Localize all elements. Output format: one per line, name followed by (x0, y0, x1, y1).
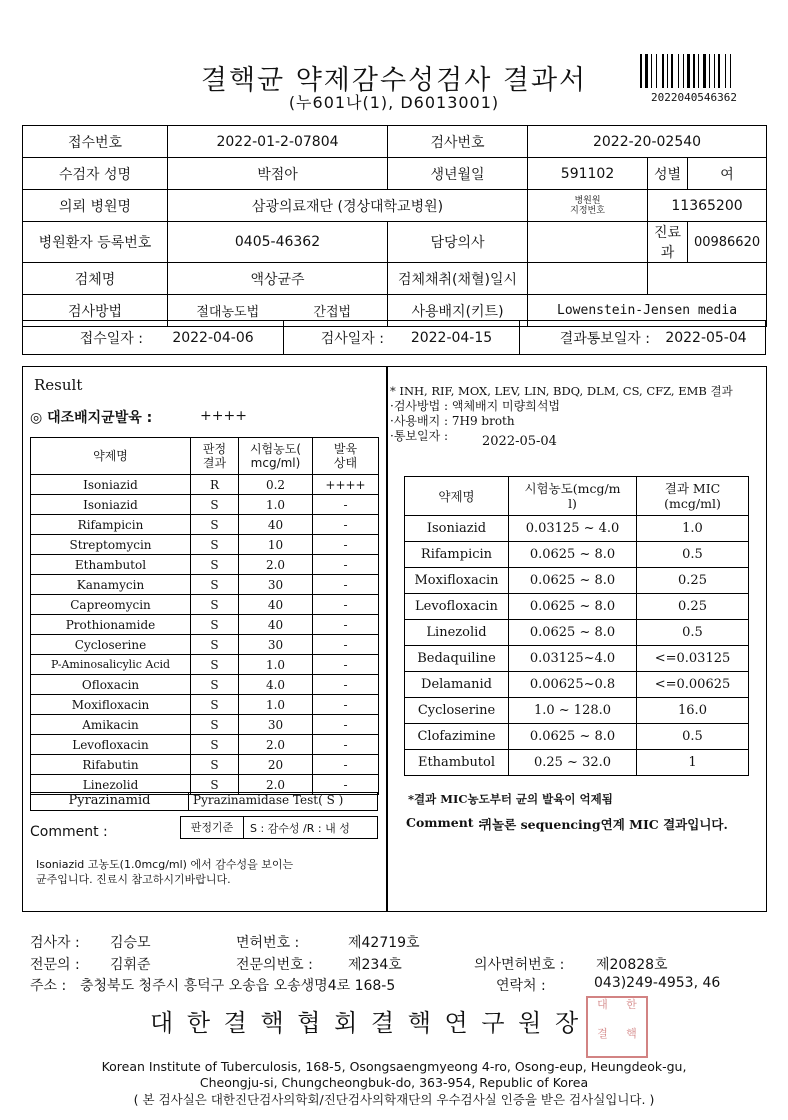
table-cell: - (313, 695, 379, 715)
barcode-bar (683, 54, 684, 88)
table-cell: 0.5 (637, 620, 749, 646)
table-cell: 1.0 (637, 516, 749, 542)
barcode (640, 54, 748, 88)
table-cell: 0.03125 ~ 4.0 (509, 516, 637, 542)
criteria-box (180, 816, 378, 839)
right-comment-label: Comment : (406, 815, 483, 830)
license: 제42719호 (348, 935, 420, 951)
table-cell: <=0.00625 (637, 672, 749, 698)
column-header: 약제명 (31, 438, 191, 475)
hospital-code-label: 병원원 지정번호 (528, 190, 648, 222)
specialist-no: 제234호 (348, 957, 402, 973)
barcode-bar (658, 54, 661, 88)
address-label: 주소 : (30, 978, 67, 994)
barcode-bar (721, 54, 724, 88)
table-cell: - (313, 675, 379, 695)
table-cell: - (313, 595, 379, 615)
table-cell: 30 (239, 635, 313, 655)
patient-reg-label: 병원환자 등록번호 (23, 222, 168, 263)
table-cell: Moxifloxacin (405, 568, 509, 594)
left-comment-label: Comment : (30, 824, 108, 840)
table-cell: 1 (637, 750, 749, 776)
column-header: 약제명 (405, 477, 509, 516)
barcode-bar (680, 54, 682, 88)
table-cell: 0.0625 ~ 8.0 (509, 568, 637, 594)
pza-name: Pyrazinamid (30, 792, 188, 811)
doctor (528, 222, 648, 263)
table-cell: Rifampicin (31, 515, 191, 535)
barcode-number: 2022040546362 (650, 91, 738, 104)
results-divider (386, 366, 388, 912)
patient-reg: 0405-46362 (168, 222, 388, 263)
table-cell: - (313, 575, 379, 595)
table-cell: S (191, 535, 239, 555)
barcode-bar (696, 54, 697, 88)
contact: 043)249-4953, 46 (594, 975, 721, 991)
column-header: 판정 결과 (191, 438, 239, 475)
table-row (31, 695, 379, 715)
table-cell: - (313, 755, 379, 775)
organization-name: 대 한 결 핵 협 회 결 핵 연 구 원 장 (150, 1009, 582, 1037)
table-row (405, 516, 749, 542)
result-label: Result (34, 376, 83, 394)
drug-list-note: * INH, RIF, MOX, LEV, LIN, BDQ, DLM, CS, CFZ, EMB 결과 (390, 384, 733, 398)
document-title: 결핵균 약제감수성검사 결과서 (200, 65, 588, 96)
table-cell: 0.5 (637, 542, 749, 568)
table-cell: Ethambutol (31, 555, 191, 575)
seal-character: 대 (597, 998, 608, 1011)
table-cell: Prothionamide (31, 615, 191, 635)
table-cell: Bedaquiline (405, 646, 509, 672)
table-row (405, 568, 749, 594)
table-cell: Capreomycin (31, 595, 191, 615)
table-cell: - (313, 535, 379, 555)
table-cell: Isoniazid (405, 516, 509, 542)
doctor-license-label: 의사면허번호 : (474, 957, 565, 973)
table-cell: S (191, 675, 239, 695)
table-cell: 0.25 (637, 568, 749, 594)
column-header: 시험농도( mcg/ml) (239, 438, 313, 475)
report-date-note: 2022-05-04 (482, 434, 557, 449)
control-growth-label: ◎ 대조배지균발육 : (30, 410, 153, 426)
table-row (31, 595, 379, 615)
column-header: 발육 상태 (313, 438, 379, 475)
table-row (405, 542, 749, 568)
method-indirect: 간접법 (313, 305, 352, 320)
specialist-no-label: 전문의번호 : (236, 957, 313, 973)
table-cell: 0.03125~4.0 (509, 646, 637, 672)
column-header: 결과 MIC (mcg/ml) (637, 477, 749, 516)
table-cell: Linezolid (405, 620, 509, 646)
receipt-no-label: 접수번호 (23, 126, 168, 158)
barcode-bar (691, 54, 692, 88)
collect-date-extra (648, 263, 767, 295)
tester-label: 검사자 : (30, 935, 80, 951)
table-cell: ++++ (313, 475, 379, 495)
table-cell: S (191, 715, 239, 735)
barcode-bar (645, 54, 648, 88)
barcode-bar (725, 54, 726, 88)
sex: 여 (688, 158, 767, 190)
method-note: ·검사방법 : 액체배지 미량희석법 (390, 399, 560, 413)
table-row (405, 698, 749, 724)
table-row (405, 750, 749, 776)
doctor-label: 담당의사 (388, 222, 528, 263)
table-cell: Cycloserine (31, 635, 191, 655)
barcode-bar (693, 54, 695, 88)
table-cell: 0.2 (239, 475, 313, 495)
table-cell: 1.0 (239, 655, 313, 675)
barcode-bar (656, 54, 657, 88)
table-row (405, 646, 749, 672)
barcode-bar (685, 54, 686, 88)
table-cell: Isoniazid (31, 475, 191, 495)
table-cell: - (313, 615, 379, 635)
english-address-line-2: Cheongju-si, Chungcheongbuk-do, 363-954, Republic of Korea (199, 1075, 589, 1090)
license-label: 면허번호 : (236, 935, 300, 951)
dept: 00986620 (688, 222, 767, 263)
right-comment-text: 퀴놀론 sequencing연계 MIC 결과입니다. (480, 817, 728, 832)
method-label: 검사방법 (23, 295, 168, 327)
table-row (31, 515, 379, 535)
barcode-bar (698, 54, 699, 88)
patient-name-label: 수검자 성명 (23, 158, 168, 190)
document-code: (누601나(1), D6013001) (288, 93, 500, 112)
barcode-bar (714, 54, 715, 88)
barcode-bar (649, 54, 650, 88)
table-cell: S (191, 735, 239, 755)
hospital: 삼광의료재단 (경상대학교병원) (168, 190, 528, 222)
table-cell: 30 (239, 575, 313, 595)
table-cell: 0.25 ~ 32.0 (509, 750, 637, 776)
table-cell: <=0.03125 (637, 646, 749, 672)
barcode-bar (687, 54, 690, 88)
table-cell: S (191, 615, 239, 635)
table-row (31, 495, 379, 515)
barcode-bar (640, 54, 642, 88)
table-cell: 2.0 (239, 735, 313, 755)
table-row (31, 575, 379, 595)
collect-date-label: 검체채취(채혈)일시 (388, 263, 528, 295)
table-cell: Rifabutin (31, 755, 191, 775)
test-date: 2022-04-15 (410, 329, 493, 346)
table-cell: S (191, 775, 239, 795)
dob: 591102 (528, 158, 648, 190)
barcode-bar (703, 54, 706, 88)
table-cell: 1.0 ~ 128.0 (509, 698, 637, 724)
barcode-bar (700, 54, 702, 88)
table-cell: 0.25 (637, 594, 749, 620)
table-cell: 0.0625 ~ 8.0 (509, 542, 637, 568)
medium-note: ·사용배지 : 7H9 broth (390, 414, 515, 428)
specimen: 액상균주 (168, 263, 388, 295)
solid-susceptibility-table (30, 437, 379, 795)
pza-row (30, 792, 378, 811)
table-cell: - (313, 495, 379, 515)
receipt-date: 2022-04-06 (172, 329, 254, 346)
table-cell: 0.5 (637, 724, 749, 750)
table-cell: - (313, 515, 379, 535)
table-row (31, 655, 379, 675)
specialist: 김휘준 (110, 957, 151, 973)
table-cell: S (191, 755, 239, 775)
table-cell: 0.0625 ~ 8.0 (509, 620, 637, 646)
table-cell: Delamanid (405, 672, 509, 698)
table-cell: Ofloxacin (31, 675, 191, 695)
barcode-bar (678, 54, 679, 88)
dob-label: 생년월일 (388, 158, 528, 190)
barcode-bar (662, 54, 664, 88)
hospital-code: 11365200 (648, 190, 767, 222)
barcode-bar (727, 54, 729, 88)
patient-name: 박점아 (168, 158, 388, 190)
english-address-line-1: Korean Institute of Tuberculosis, 168-5, Osongsaengmyeong 4-ro, Osong-eup, Heungdeok-gu, (101, 1059, 687, 1074)
test-date-label: 검사일자 : (320, 330, 384, 347)
report-date: 2022-05-04 (665, 329, 747, 346)
table-cell: - (313, 655, 379, 675)
specialist-label: 전문의 : (30, 957, 80, 973)
table-row (31, 735, 379, 755)
patient-info-table (22, 125, 767, 327)
mic-table (404, 476, 749, 776)
table-cell: 0.0625 ~ 8.0 (509, 594, 637, 620)
table-cell: 1.0 (239, 695, 313, 715)
barcode-bar (671, 54, 673, 88)
dept-label: 진료과 (648, 222, 688, 263)
test-no: 2022-20-02540 (528, 126, 767, 158)
table-cell: Cycloserine (405, 698, 509, 724)
mic-note: *결과 MIC농도부터 균의 발육이 억제됨 (408, 792, 613, 806)
table-cell: Moxifloxacin (31, 695, 191, 715)
barcode-bar (709, 54, 710, 88)
tester: 김승모 (110, 935, 151, 951)
table-cell: S (191, 515, 239, 535)
table-cell: - (313, 735, 379, 755)
criteria-label: 판정기준 (181, 817, 244, 838)
official-seal (586, 996, 648, 1058)
column-header: 시험농도(mcg/m l) (509, 477, 637, 516)
pza-result: Pyrazinamidase Test( S ) (188, 792, 378, 811)
table-row (31, 635, 379, 655)
table-cell: 4.0 (239, 675, 313, 695)
table-cell: - (313, 715, 379, 735)
table-cell: Isoniazid (31, 495, 191, 515)
table-cell: 0.0625 ~ 8.0 (509, 724, 637, 750)
address: 충청북도 청주시 흥덕구 오송읍 오송생명4로 168-5 (80, 978, 396, 994)
seal-character: 결 (597, 1027, 608, 1040)
table-cell: P-Aminosalicylic Acid (31, 655, 191, 675)
report-date-note-label: ·통보일자 : (390, 429, 449, 443)
table-cell: S (191, 575, 239, 595)
left-comment-line-2: 균주입니다. 진료시 참고하시기바랍니다. (36, 873, 231, 886)
sex-label: 성별 (648, 158, 688, 190)
barcode-bar (643, 54, 644, 88)
table-cell: 40 (239, 595, 313, 615)
table-row (405, 672, 749, 698)
barcode-bar (669, 54, 670, 88)
table-cell: 20 (239, 755, 313, 775)
table-row (31, 535, 379, 555)
report-date-label: 결과통보일자 : (559, 330, 650, 347)
certification-note: ( 본 검사실은 대한진단검사의학회/진단검사의학재단의 우수검사실 인증을 받은 검사실입니다. ) (133, 1092, 655, 1107)
barcode-bar (674, 54, 677, 88)
dates-row (22, 320, 766, 355)
table-cell: Levofloxacin (31, 735, 191, 755)
table-cell: Linezolid (31, 775, 191, 795)
control-growth-value: ++++ (200, 408, 247, 424)
barcode-bar (718, 54, 720, 88)
table-cell: S (191, 635, 239, 655)
medium: Lowenstein-Jensen media (528, 295, 767, 327)
table-row (31, 755, 379, 775)
table-cell: 1.0 (239, 495, 313, 515)
test-no-label: 검사번호 (388, 126, 528, 158)
table-cell: 40 (239, 515, 313, 535)
hospital-label: 의뢰 병원명 (23, 190, 168, 222)
table-row (405, 724, 749, 750)
table-cell: S (191, 495, 239, 515)
table-row (31, 715, 379, 735)
table-cell: Streptomycin (31, 535, 191, 555)
barcode-bar (707, 54, 708, 88)
table-cell: Levofloxacin (405, 594, 509, 620)
table-cell: S (191, 555, 239, 575)
table-row (31, 555, 379, 575)
table-row (31, 615, 379, 635)
table-row (405, 594, 749, 620)
table-row (31, 475, 379, 495)
barcode-bar (732, 54, 733, 88)
table-cell: Clofazimine (405, 724, 509, 750)
table-cell: - (313, 555, 379, 575)
seal-character: 한 (626, 998, 637, 1011)
receipt-date-label: 접수일자 : (79, 330, 143, 347)
table-cell: - (313, 775, 379, 795)
table-cell: S (191, 695, 239, 715)
barcode-bar (730, 54, 731, 88)
table-cell: 0.00625~0.8 (509, 672, 637, 698)
left-comment-line-1: Isoniazid 고농도(1.0mcg/ml) 에서 감수성을 보이는 (36, 858, 294, 871)
barcode-bar (651, 54, 652, 88)
table-cell: Rifampicin (405, 542, 509, 568)
specimen-label: 검체명 (23, 263, 168, 295)
table-cell: 2.0 (239, 775, 313, 795)
receipt-no: 2022-01-2-07804 (168, 126, 388, 158)
barcode-bar (653, 54, 655, 88)
table-cell: 40 (239, 615, 313, 635)
seal-character: 핵 (626, 1027, 637, 1040)
table-row (405, 620, 749, 646)
table-cell: Kanamycin (31, 575, 191, 595)
table-cell: Ethambutol (405, 750, 509, 776)
table-cell: S (191, 595, 239, 615)
table-cell: - (313, 635, 379, 655)
table-cell: 16.0 (637, 698, 749, 724)
table-cell: S (191, 655, 239, 675)
table-cell: 10 (239, 535, 313, 555)
table-cell: 2.0 (239, 555, 313, 575)
doctor-license: 제20828호 (596, 957, 668, 973)
barcode-bar (665, 54, 666, 88)
collect-date (528, 263, 648, 295)
table-cell: Amikacin (31, 715, 191, 735)
criteria-text: S : 감수성 /R : 내 성 (250, 821, 350, 835)
barcode-bar (711, 54, 713, 88)
table-cell: 30 (239, 715, 313, 735)
method-absolute: 절대농도법 (196, 305, 260, 320)
medium-label: 사용배지(키트) (388, 295, 528, 327)
contact-label: 연락처 : (496, 978, 546, 994)
barcode-bar (667, 54, 668, 88)
table-row (31, 675, 379, 695)
table-cell: R (191, 475, 239, 495)
barcode-bar (716, 54, 717, 88)
